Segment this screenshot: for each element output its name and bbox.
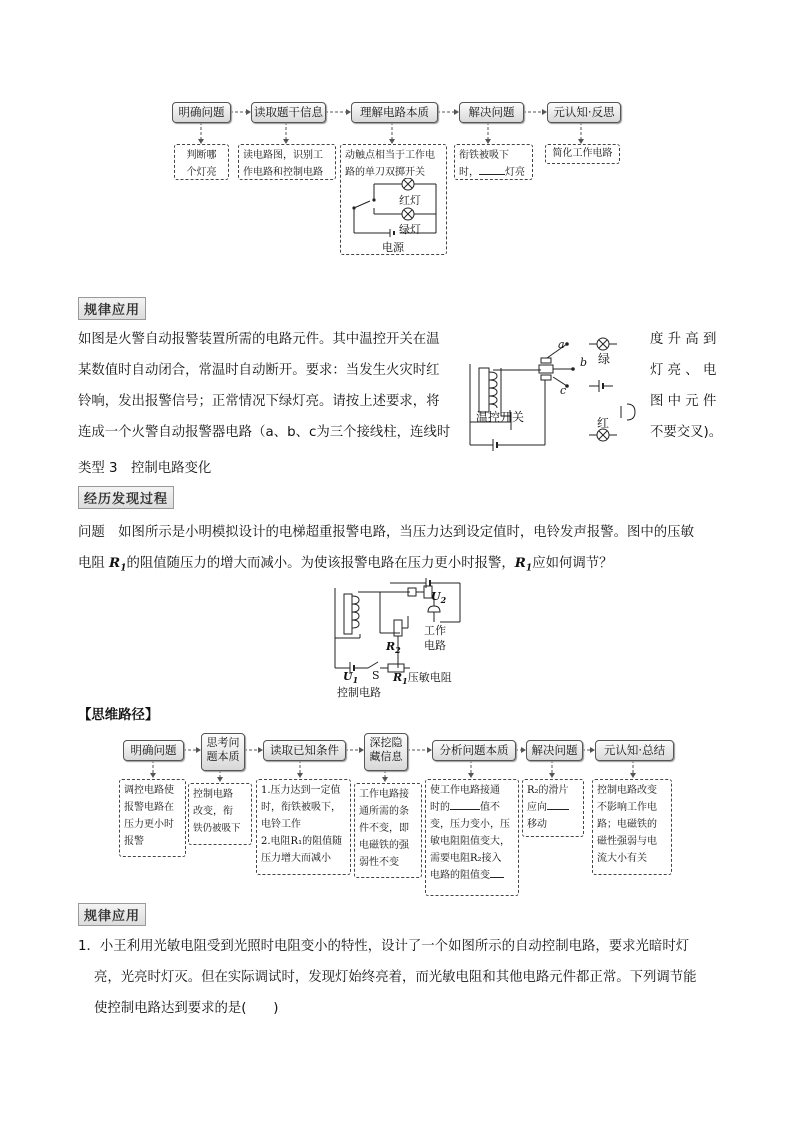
text-line: 如图是火警自动报警装置所需的电路元件。其中温控开关在温 [78, 332, 440, 347]
detail-line: 读电路图，识别工 [243, 150, 323, 161]
section-tag-rule-application: 规律应用 [78, 297, 146, 320]
detail-line: 弱性不变 [359, 857, 399, 868]
detail-line: 通所需的条 [359, 806, 409, 817]
detail-line: 应向 [527, 802, 547, 813]
subscript: 2 [395, 645, 401, 656]
detail-line: 电铃工作 [261, 819, 301, 830]
detail-line: 个灯亮 [186, 167, 217, 178]
u-symbol: U [343, 670, 353, 683]
resistor-symbol: R [514, 555, 526, 571]
flow1-step-5: 元认知·反思 [547, 102, 621, 123]
section1-text [78, 324, 468, 448]
detail-line: 判断哪 [186, 150, 217, 161]
switch-s-label: S [372, 669, 380, 682]
flow2-step-2 [201, 733, 245, 771]
flow1-step-3: 理解电路本质 [351, 102, 438, 123]
flow1-step-4: 解决问题 [459, 102, 524, 123]
power-label: 电源 [382, 241, 404, 254]
flow2-detail-4 [354, 783, 422, 878]
section2-question [78, 517, 728, 585]
detail-line: 值不 [480, 802, 500, 813]
detail-line: 作电路和控制电路 [243, 167, 323, 178]
type-3-heading: 类型 3 控制电路变化 [78, 461, 212, 476]
detail-line: 电路的阻值变 [430, 870, 490, 881]
blank-line [450, 809, 480, 810]
work-circuit-label-2: 电路 [424, 639, 446, 652]
flow2-step-7: 元认知·总结 [595, 740, 674, 761]
detail-line: 时的 [430, 802, 450, 813]
detail-line: R₂的滑片 [527, 785, 569, 796]
flow1-detail-2 [238, 144, 336, 180]
resistor-caption: 压敏电阻 [407, 671, 452, 684]
terminal-a-label: a [558, 338, 565, 351]
text-fragment: 应如何调节？ [532, 556, 613, 571]
detail-line: 衔铁被吸下 [459, 150, 509, 161]
step-line: 藏信息 [369, 750, 403, 763]
flow2-detail-2 [188, 783, 252, 845]
work-circuit-label-1: 工作 [424, 624, 446, 637]
detail-line: 改变，衔 [193, 806, 233, 817]
detail-line: 变，压力变小，压 [430, 819, 510, 830]
subscript: 1 [402, 676, 408, 687]
detail-line: 移动 [527, 819, 547, 830]
detail-line: 1.压力达到一定值 [261, 785, 341, 796]
step-line: 思考问 [206, 736, 240, 749]
subscript: 1 [352, 675, 359, 686]
text-line: 使控制电路达到要求的是( ) [94, 1001, 279, 1016]
detail-line: 使工作电路接通 [430, 785, 500, 796]
blank-line [479, 174, 505, 175]
detail-line: 需要电阻R₂接入 [430, 853, 502, 864]
detail-line: 报警 [124, 836, 144, 847]
flow1-step-2: 读取题干信息 [251, 102, 326, 123]
r2-label [386, 640, 401, 655]
flow2-detail-5 [425, 779, 519, 896]
detail-line: 路的单刀双掷开关 [345, 167, 425, 178]
detail-line: 报警电路在 [124, 802, 174, 813]
question-1-text [78, 931, 728, 1024]
text-line: 度 升 高 到 [650, 332, 717, 347]
r-symbol: R [393, 671, 403, 684]
flow2-step-4 [364, 733, 408, 771]
detail-line: 压力增大而减小 [261, 853, 331, 864]
section1-text-right [650, 324, 750, 448]
text-line: 灯 亮 、 电 [650, 363, 717, 378]
detail-line: 工作电路接 [359, 789, 409, 800]
detail-line: 压力更小时 [124, 819, 174, 830]
green-lamp-label: 绿 [598, 352, 611, 366]
section-tag-rule-application-2: 规律应用 [78, 903, 146, 926]
red-lamp-label: 红灯 [399, 194, 421, 207]
detail-line: 流大小有关 [597, 853, 647, 864]
flow2-step-6: 解决问题 [526, 740, 583, 761]
text-fragment: 的阻值随压力的增大而减小。为使该报警电路在压力更小时报警， [126, 556, 515, 571]
red-lamp-label: 红 [597, 416, 610, 430]
detail-line: 灯亮 [505, 167, 525, 178]
terminal-b-label: b [580, 356, 588, 369]
text-line: 连成一个火警自动报警器电路（a、b、c为三个接线柱，连线时 [78, 425, 451, 440]
detail-line: 路；电磁铁的 [597, 819, 657, 830]
section-tag-discovery: 经历发现过程 [78, 486, 174, 509]
resistor-symbol: R [109, 555, 121, 571]
flow1-detail-5: 简化工作电路 [545, 144, 620, 164]
thinking-path-heading: 【思维路径】 [78, 708, 159, 723]
subscript: 1 [120, 563, 127, 574]
flow1-detail-4 [454, 144, 533, 180]
detail-line: 件不变，即 [359, 823, 409, 834]
u-symbol: U [431, 590, 441, 603]
detail-line: 调控电路使 [124, 785, 174, 796]
flow1-detail-1 [174, 144, 229, 180]
fire-alarm-components-figure [465, 330, 645, 455]
text-line: 不要交叉)。 [650, 425, 723, 440]
text-line: 图 中 元 件 [650, 394, 717, 409]
temp-switch-label: 温控开关 [476, 410, 525, 424]
flow2-step-5: 分析问题本质 [432, 740, 516, 761]
detail-line: 2.电阻R₁的阻值随 [261, 836, 343, 847]
u2-label [431, 590, 446, 605]
text-line: 亮，光亮时灯灭。但在实际调试时，发现灯始终亮着，而光敏电阻和其他电路元件都正常。下列调节能 [94, 970, 697, 985]
flow2-detail-6 [522, 779, 584, 837]
detail-line: 时，衔铁被吸下， [261, 802, 341, 813]
flow2-detail-3 [256, 779, 351, 875]
detail-line: 控制电路改变 [597, 785, 657, 796]
flow2-step-1: 明确问题 [123, 740, 184, 761]
subscript: 2 [440, 595, 447, 606]
detail-line: 不影响工作电 [597, 802, 657, 813]
text-line: 铃响，发出报警信号；正常情况下绿灯亮。请按上述要求，将 [78, 394, 440, 409]
flow2-step-3: 读取已知条件 [263, 740, 346, 761]
pressure-resistor-label [393, 669, 452, 686]
detail-line: 动触点相当于工作电 [345, 150, 435, 161]
terminal-c-label: c [560, 384, 567, 397]
r-symbol: R [386, 640, 396, 653]
detail-line: 敏电阻阻值变大， [430, 836, 510, 847]
detail-line: 磁性强弱与电 [597, 836, 657, 847]
detail-line: 电磁铁的强 [359, 840, 409, 851]
flow2-detail-1 [119, 779, 186, 857]
detail-line: 时， [459, 167, 479, 178]
control-circuit-label: 控制电路 [337, 686, 381, 699]
blank-line [547, 809, 569, 810]
detail-line: 控制电路 [193, 789, 233, 800]
u1-label [343, 670, 358, 685]
text-line: 问题 如图所示是小明模拟设计的电梯超重报警电路，当压力达到设定值时，电铃发声报警。图中的压敏 [78, 525, 694, 540]
subscript: 1 [525, 563, 533, 574]
detail-line: 铁仍被吸下 [193, 823, 241, 834]
step-line: 深挖隐 [369, 736, 403, 749]
text-fragment: 电阻 [78, 556, 110, 571]
flow2-detail-7 [592, 779, 672, 875]
text-line: 1．小王利用光敏电阻受到光照时电阻变小的特性，设计了一个如图所示的自动控制电路，要求光暗时灯 [78, 939, 690, 954]
step-line: 题本质 [206, 750, 240, 763]
flow1-step-1: 明确问题 [172, 102, 231, 123]
green-lamp-label: 绿灯 [399, 223, 421, 236]
blank-line [490, 877, 504, 878]
text-line: 某数值时自动闭合，常温时自动断开。要求：当发生火灾时红 [78, 363, 440, 378]
